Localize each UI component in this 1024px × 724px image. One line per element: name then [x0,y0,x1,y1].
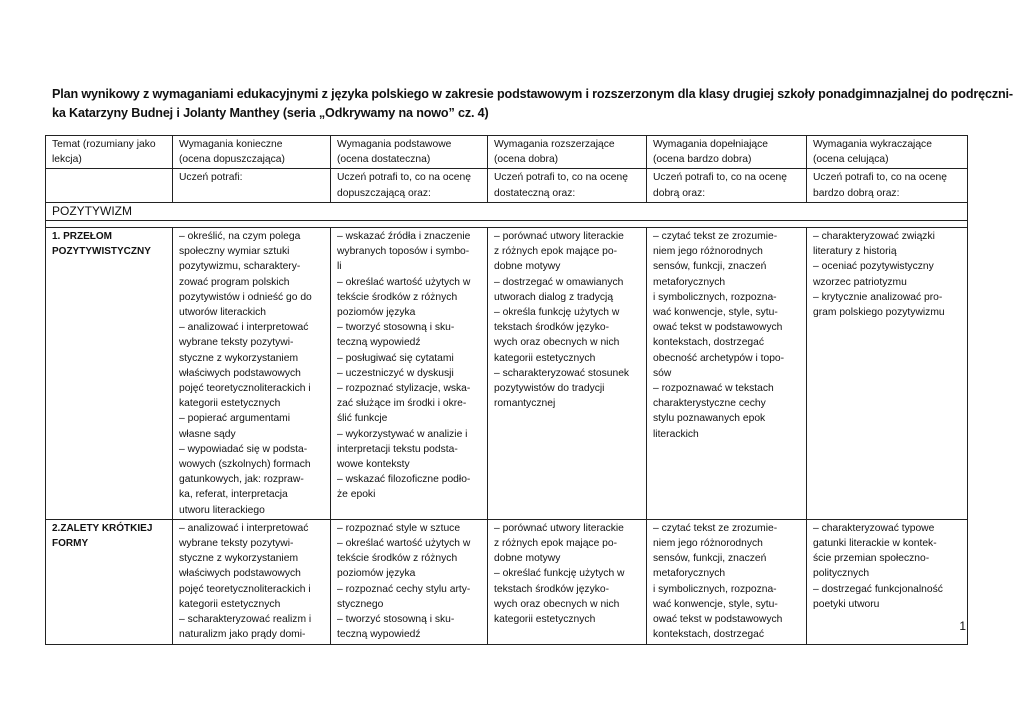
requirement-line: politycznych [813,568,870,580]
requirement-line: wowych (szkolnych) formach [179,459,311,471]
requirement-line: – tworzyć stosowną i sku- [337,322,455,334]
requirement-line: sensów, funkcji, znaczeń [653,261,767,273]
requirement-line: wać konwencje, style, sytu- [653,598,778,610]
requirement-line: gatunki literackie w kontek- [813,538,937,550]
requirement-line: charakterystyczne cechy [653,398,766,410]
requirement-line: – rozpoznawać w tekstach [653,383,774,395]
table-row [46,228,968,520]
requirement-line: – popierać argumentami [179,413,291,425]
subheader-wykraczajace: Uczeń potrafi to, co na ocenę bardzo dobrą oraz: [807,169,968,202]
topic-cell [46,228,173,520]
requirements-cell [807,519,968,644]
subheader-podstawowe: Uczeń potrafi to, co na ocenę dopuszczającą oraz: [331,169,488,202]
header-row [46,136,968,169]
requirement-line: styczne z wykorzystaniem [179,352,299,364]
requirement-line: niem jego różnorodnych [653,538,763,550]
requirement-line: – określać wartość użytych w [337,276,471,288]
requirement-line: – wykorzystywać w analizie i [337,428,468,440]
requirement-line: styczne z wykorzystaniem [179,553,299,565]
requirement-line: utworu literackiego [179,504,265,516]
requirement-line: literatury z historią [813,246,897,258]
requirement-line: z różnych epok mające po- [494,246,618,258]
requirement-line: li [337,261,342,273]
requirement-line: – dostrzegać w omawianych [494,276,624,288]
requirement-line: kategorii estetycznych [179,398,281,410]
subheader-rozszerzajace: Uczeń potrafi to, co na ocenę dostateczną oraz: [488,169,647,202]
requirement-line: – uczestniczyć w dyskusji [337,367,454,379]
requirement-line: własne sądy [179,428,236,440]
requirement-line: tekście środków z różnych [337,291,458,303]
requirement-line: kontekstach, dostrzegać [653,629,765,641]
requirement-line: – określać wartość użytych w [337,538,471,550]
requirement-line: – krytycznie analizować pro- [813,291,943,303]
requirement-line: – określić, na czym polega [179,231,301,243]
requirement-line: kategorii estetycznych [494,352,596,364]
requirement-line: – rozpoznać cechy stylu arty- [337,583,471,595]
header-rozszerzajace: Wymagania rozszerzające (ocena dobra) [488,136,647,169]
requirements-cell [647,228,807,520]
requirement-line: poetyki utworu [813,598,880,610]
requirement-line: z różnych epok mające po- [494,538,618,550]
requirement-line: ka, referat, interpretacja [179,489,288,501]
requirement-line: – tworzyć stosowną i sku- [337,614,455,626]
header-wykraczajace: Wymagania wykraczające (ocena celująca) [807,136,968,169]
requirement-line: – analizować i interpretować [179,522,309,534]
requirement-line: stylu poznawanych epok [653,413,766,425]
header-podstawowe: Wymagania podstawowe (ocena dostateczna) [331,136,488,169]
topic-cell [46,519,173,644]
requirement-line: wybrane teksty pozytywi- [179,538,294,550]
requirement-line: pozytywistów do tradycji [494,383,605,395]
requirement-line: ślić funkcje [337,413,388,425]
requirement-line: stycznego [337,598,384,610]
requirement-line: – dostrzegać funkcjonalność [813,583,943,595]
page-number: 1 [959,619,966,633]
requirement-line: zać służące im środki i okre- [337,398,467,410]
requirement-line: sów [653,367,672,379]
topic-line: POZYTYWISTYCZNY [52,246,151,258]
requirement-line: – czytać tekst ze zrozumie- [653,522,778,534]
title-line-1: Plan wynikowy z wymaganiami edukacyjnymi z języka polskiego w zakresie podstawowym i rozszerzonym dla klasy drugiej szkoły ponadgimnazjalnej do podręczni- [52,87,1013,101]
requirement-line: – określać funkcję użytych w [494,568,625,580]
requirement-line: ować tekst w podstawowych [653,322,783,334]
requirement-line: wych oraz obecnych w nich [494,337,620,349]
requirement-line: dobne motywy [494,553,561,565]
section-spacer [46,221,968,228]
requirement-line: że epoki [337,489,376,501]
requirement-line: dobne motywy [494,261,561,273]
requirement-line: niem jego różnorodnych [653,246,763,258]
requirement-line: literackich [653,428,699,440]
page-title [52,85,1013,123]
requirement-line: – wypowiadać się w podsta- [179,443,308,455]
requirement-line: pojęć teoretycznoliterackich i [179,583,311,595]
section-title: POZYTYWIZM [46,202,968,220]
requirements-cell [331,228,488,520]
title-line-2: ka Katarzyny Budnej i Jolanty Manthey (seria „Odkrywamy na nowo” cz. 4) [52,106,489,120]
requirement-line: – wskazać źródła i znaczenie [337,231,471,243]
requirement-line: ście przemian społeczno- [813,553,930,565]
requirement-line: pojęć teoretycznoliterackich i [179,383,311,395]
requirements-cell [807,228,968,520]
requirement-line: właściwych podstawowych [179,367,301,379]
requirement-line: poziomów języka [337,307,416,319]
topic-line: 1. PRZEŁOM [52,231,113,243]
requirement-line: wybrane teksty pozytywi- [179,337,294,349]
requirement-line: – scharakteryzować realizm i [179,614,312,626]
requirements-cell [331,519,488,644]
requirement-line: poziomów języka [337,568,416,580]
requirement-line: – charakteryzować związki [813,231,935,243]
topic-line: FORMY [52,538,89,550]
requirement-line: metaforycznych [653,568,726,580]
requirement-line: ować tekst w podstawowych [653,614,783,626]
requirement-line: wybranych toposów i symbo- [337,246,470,258]
requirement-line: romantycznej [494,398,556,410]
requirement-line: – rozpoznać stylizacje, wska- [337,383,471,395]
requirement-line: – charakteryzować typowe [813,522,935,534]
requirement-line: wzorzec patriotyzmu [813,276,907,288]
requirement-line: wać konwencje, style, sytu- [653,307,778,319]
requirement-line: tekstach środków języko- [494,322,610,334]
requirement-line: kategorii estetycznych [494,614,596,626]
header-topic: Temat (rozumiany jako lekcja) [46,136,173,169]
requirement-line: – porównać utwory literackie [494,522,624,534]
requirement-line: naturalizm jako prądy domi- [179,629,306,641]
table-row [46,519,968,644]
requirement-line: gram polskiego pozytywizmu [813,307,945,319]
subheader-row [46,169,968,202]
requirements-cell [173,228,331,520]
requirement-line: – określa funkcję użytych w [494,307,620,319]
requirement-line: pozytywizmu, scharaktery- [179,261,301,273]
requirement-line: zować program polskich [179,276,290,288]
requirement-line: – oceniać pozytywistyczny [813,261,934,273]
requirements-cell [173,519,331,644]
requirement-line: tekście środków z różnych [337,553,458,565]
topic-line: 2.ZALETY KRÓTKIEJ [52,522,153,534]
section-row [46,202,968,220]
requirement-line: teczną wypowiedź [337,337,421,349]
requirement-line: społeczny wymiar sztuki [179,246,290,258]
subheader-dopelniajace: Uczeń potrafi to, co na ocenę dobrą oraz: [647,169,807,202]
header-dopelniajace: Wymagania dopełniające (ocena bardzo dobra) [647,136,807,169]
requirement-line: kategorii estetycznych [179,598,281,610]
requirement-line: utworach dialog z tradycją [494,291,614,303]
requirement-line: sensów, funkcji, znaczeń [653,553,767,565]
requirements-cell [488,519,647,644]
requirement-line: i symbolicznych, rozpozna- [653,583,777,595]
requirement-line: i symbolicznych, rozpozna- [653,291,777,303]
requirement-line: tekstach środków języko- [494,583,610,595]
requirement-line: właściwych podstawowych [179,568,301,580]
requirement-line: metaforycznych [653,276,726,288]
requirement-line: kontekstach, dostrzegać [653,337,765,349]
requirement-line: – scharakteryzować stosunek [494,367,630,379]
requirement-line: teczną wypowiedź [337,629,421,641]
requirement-line: wowe konteksty [337,459,410,471]
requirement-line: gatunkowych, jak: rozpraw- [179,474,304,486]
requirement-line: – czytać tekst ze zrozumie- [653,231,778,243]
subheader-empty [46,169,173,202]
requirement-line: – porównać utwory literackie [494,231,624,243]
requirement-line: interpretacji tekstu podsta- [337,443,458,455]
requirements-cell [488,228,647,520]
requirements-cell [647,519,807,644]
requirement-line: – analizować i interpretować [179,322,309,334]
subheader-konieczne: Uczeń potrafi: [173,169,331,202]
requirement-line: – rozpoznać style w sztuce [337,522,461,534]
header-konieczne: Wymagania konieczne (ocena dopuszczająca) [173,136,331,169]
requirement-line: wych oraz obecnych w nich [494,598,620,610]
requirement-line: pozytywistów i odnieść go do [179,291,312,303]
requirements-table [45,135,968,645]
requirement-line: – posługiwać się cytatami [337,352,454,364]
requirement-line: – wskazać filozoficzne podło- [337,474,471,486]
requirement-line: obecność archetypów i topo- [653,352,785,364]
requirement-line: utworów literackich [179,307,266,319]
